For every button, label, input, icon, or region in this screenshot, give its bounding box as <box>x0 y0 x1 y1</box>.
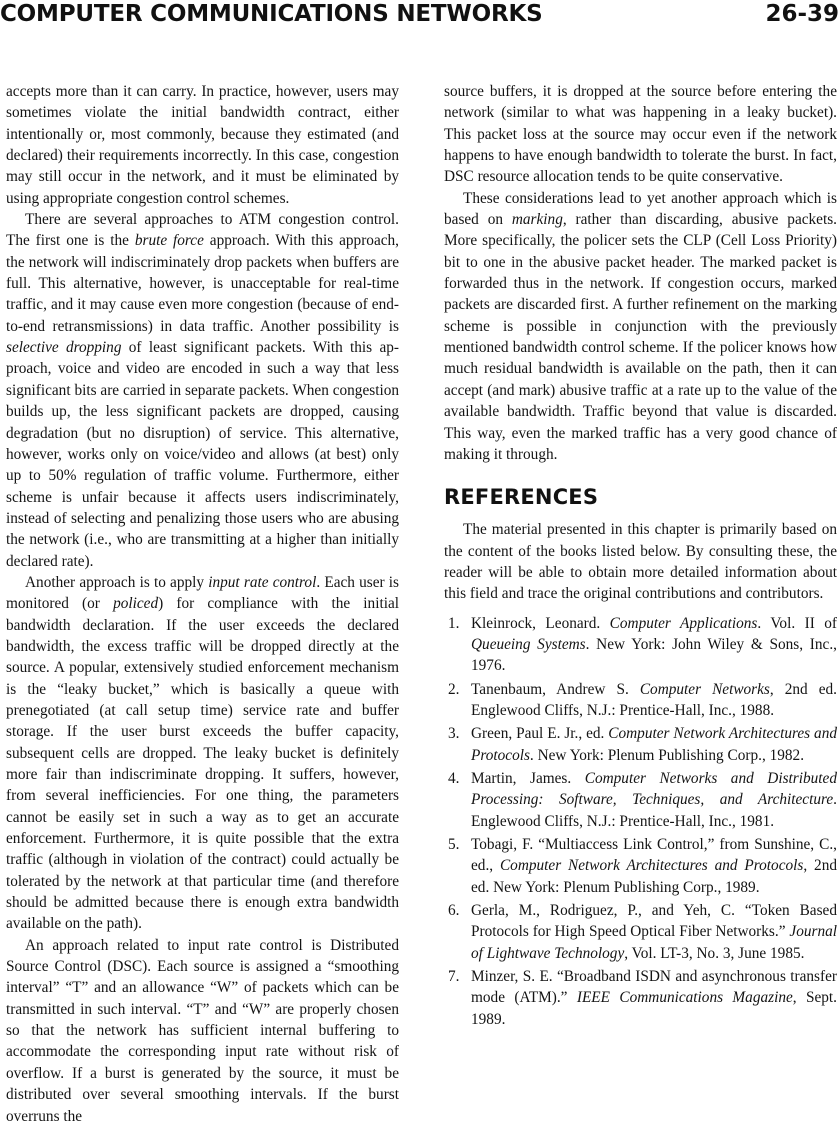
paragraph-input-rate-control: Another approach is to apply input rate control. Each user is monitored (or policed) for compliance with the initial bandwidth declaration. If the user exceeds the declared bandwidth, the excess traffic will be dropped directly at the source. A popular, extensively studied enforcement mechanism is the “leaky bucket,” which is basically a queue with prenegotiated (at call setup time) service rate and buffer storage. If the user burst exceeds the buffer capacity, subsequent cells are dropped. The leaky bucket is definitely more fair than indiscriminate dropping. It suffers, however, from several inefficiencies. For one thing, the parameters cannot be easily set in such a way as to get an accurate enforcement. Furthermore, it is quite possible that the extra traffic (although in violation of the contract) could actually be tolerated by the network at that particular time (and therefore should be admitted because there is enough extra bandwidth available on the path). <box>6 573 399 933</box>
reference-number: 6. <box>448 902 460 920</box>
reference-item <box>444 834 837 898</box>
reference-text: Martin, James. Computer Networks and Distributed Processing: Software, Techniques, and Architecture. Englewood Cliffs, N.J.: Prentice-Hall, Inc., 1981. <box>471 769 837 830</box>
reference-number: 5. <box>448 836 460 853</box>
reference-number: 4. <box>448 769 460 787</box>
reference-text: Kleinrock, Leonard. Computer Applications. Vol. II of Queueing Systems. New York: John Wiley & Sons, Inc., 1976. <box>471 614 837 675</box>
reference-item <box>444 900 837 964</box>
paragraph-marking: These considerations lead to yet another approach which is based on marking, rather than discarding, abusive packets. More specifically, the policer sets the CLP (Cell Loss Priority) bit to one in the abusive packet header. The marked packet is forwarded thus in the network. If congestion occurs, marked packets are discarded first. A further refinement on the marking scheme is possible in conjunction with the previously mentioned bandwidth control scheme. If the policer knows how much residual bandwidth is available on the path, then it can accept (and mark) abusive traffic at a rate up to the value of the available bandwidth. Traffic beyond that value is discarded. This way, even the marked traffic has a very good chance of making it through. <box>444 189 837 463</box>
paragraph-congestion-approaches: There are several approaches to ATM congestion control. The first one is the brute force approach. With this approach, the network will indiscriminately drop packets when buffers are full. This alternative, however, is unacceptable for real-time traffic, and it may cause even more congestion (because of end-to-end retransmissions) in data traffic. Another possibility is selective dropping of least significant packets. With this approach, voice and video are encoded in such a way that less significant bits are carried in separate packets. When congestion builds up, the less significant packets are dropped, causing degradation (but no disruption) of service. This alternative, however, works only on voice/​video and allows (at best) only up to 50% regulation of traffic volume. Furthermore, either scheme is unfair because it affects users indiscriminately, instead of selecting and penalizing those users who are abusing the network (i.e., who are transmitting at a higher than initially declared rate). <box>6 211 399 570</box>
reference-item <box>444 966 837 1030</box>
references-list <box>444 613 837 1031</box>
reference-number: 7. <box>448 968 460 986</box>
italic-run: Computer Networks <box>639 680 770 698</box>
reference-item <box>444 723 837 766</box>
running-head-title: COMPUTER COMMUNICATIONS NETWORKS <box>0 1 543 27</box>
reference-number: 3. <box>448 725 460 743</box>
page-number: 26-39 <box>765 1 839 27</box>
reference-item <box>444 768 837 832</box>
italic-run: IEEE Communications Magazine <box>576 989 793 1007</box>
paragraph-dsc-continued: source buffers, it is dropped at the source before entering the network (similar to what was happening in a leaky bucket). This packet loss at the source may occur even if the network happens to have enough bandwidth to tolerate the burst. In fact, DSC resource allocation tends to be quite conservative. <box>444 83 837 186</box>
italic-run: input rate control <box>208 573 317 591</box>
references-heading: REFERENCES <box>444 485 599 510</box>
paragraph-distributed-source-control: An approach related to input rate control is Distributed Source Control (DSC). Each source is assigned a “smoothing interval” “T” and an allowance “W” of packets which can be transmitted in such interval. “T” and “W” are properly chosen so that the network has sufficient internal buffering to accommodate the corresponding input rate without risk of overflow. If a burst is generated by the source, it must be distributed over several smoothing intervals. If the burst overruns the <box>6 936 399 1125</box>
italic-run: brute force <box>134 232 204 250</box>
italic-run: Queueing Systems <box>471 635 586 653</box>
italic-run: Computer Network Architectures and Protocols <box>471 725 838 764</box>
reference-item <box>444 613 837 677</box>
italic-run: Computer Networks and Distributed Processing: Software, Techniques, and Architecture <box>471 769 837 809</box>
italic-run: marking <box>511 211 563 229</box>
italic-run: policed <box>113 595 159 613</box>
left-column <box>6 81 399 1127</box>
reference-text: Gerla, M., Rodriguez, P., and Yeh, C. “Token Based Protocols for High Speed Optical Fiber Networks.” Journal of Lightwave Technology, Vol. LT-3, No. 3, June 1985. <box>471 902 837 962</box>
right-column <box>444 81 837 1032</box>
reference-text: Minzer, S. E. “Broadband ISDN and asynchronous transfer mode (ATM).” IEEE Communications Magazine, Sept. 1989. <box>471 968 837 1028</box>
paragraph: accepts more than it can carry. In practice, however, users may sometimes violate the initial bandwidth contract, either intentionally or, most commonly, because they estimated (and declared) their requirements incorrectly. In this case, congestion may still occur in the network, and it must be eliminated by using appropriate congestion control schemes. <box>6 83 399 207</box>
reference-text: Green, Paul E. Jr., ed. Computer Network Architectures and Protocols. New York: Plenum Publishing Corp., 1982. <box>471 725 838 764</box>
reference-item <box>444 679 837 722</box>
italic-run: Computer Network Architectures and Protocols <box>499 857 804 875</box>
references-intro: The material presented in this chapter is primarily based on the content of the books listed below. By consulting these, the reader will be able to obtain more detailed information about this field and trace the original contributions and contributors. <box>444 521 837 603</box>
italic-run: selective dropping <box>6 339 122 357</box>
reference-number: 1. <box>448 614 460 632</box>
running-head <box>0 0 839 34</box>
reference-text: Tobagi, F. “Multiaccess Link Control,” from Sunshine, C., ed., Computer Network Architectures and Protocols, 2nd ed. New York: Plenum Publishing Corp., 1989. <box>471 836 838 896</box>
reference-text: Tanenbaum, Andrew S. Computer Networks, 2nd ed. Englewood Cliffs, N.J.: Prentice-Hall, Inc., 1988. <box>471 680 837 719</box>
italic-run: Journal of Lightwave Technology <box>471 923 837 962</box>
italic-run: Computer Applications <box>609 614 758 632</box>
reference-number: 2. <box>448 680 460 698</box>
